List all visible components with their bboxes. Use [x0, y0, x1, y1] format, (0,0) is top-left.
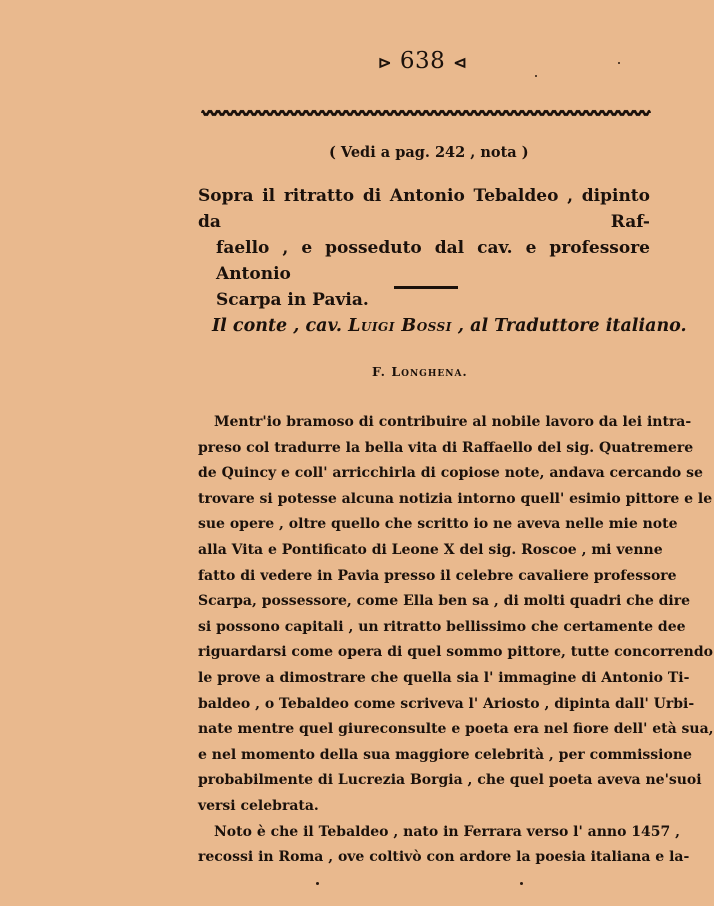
text-line: probabilmente di Lucrezia Borgia , che quel poeta aveva ne'suoi	[198, 772, 702, 789]
short-divider	[394, 286, 458, 289]
wavy-divider	[202, 108, 650, 118]
letter-heading	[212, 316, 687, 336]
page-number-header	[370, 48, 475, 74]
text-line: versi celebrata.	[198, 797, 319, 814]
text-line: le prove a dimostrare che quella sia l' immagine di Antonio Ti-	[198, 669, 690, 686]
text-line: nate mentre quel giureconsulte e poeta era nel fiore dell' età sua,	[198, 721, 714, 738]
text-line: Noto è che il Tebaldeo , nato in Ferrara verso l' anno 1457 ,	[214, 823, 681, 840]
right-ornament: ⊲	[453, 53, 468, 72]
ink-speck	[520, 882, 523, 885]
text-line: Scarpa, possessore, come Ella ben sa , di molti quadri che dire	[198, 593, 691, 610]
text-line: Mentr'io bramoso di contribuire al nobile lavoro da lei intra-	[214, 414, 692, 430]
page-number: 638	[399, 48, 446, 74]
author-name: Luigi Bossi	[348, 316, 452, 336]
reference-note: ( Vedi a pag. 242 , nota )	[329, 144, 529, 161]
text-line: preso col tradurre la bella vita di Raffaello del sig. Quatremere	[198, 439, 694, 456]
heading-prefix: Il conte , cav.	[212, 316, 349, 336]
subject-line: Sopra il ritratto di Antonio Tebaldeo , dipinto da Raf-	[198, 186, 650, 232]
text-line: riguardarsi come opera di quel sommo pittore, tutte concorrendo	[198, 644, 713, 661]
ink-speck	[535, 75, 537, 77]
subject-line: Scarpa in Pavia.	[216, 290, 369, 310]
text-line: baldeo , o Tebaldeo come scriveva l' Ariosto , dipinta dall' Urbi-	[198, 695, 695, 712]
text-line: si possono capitali , un ritratto bellissimo che certamente dee	[198, 618, 686, 635]
text-line: sue opere , oltre quello che scritto io ne aveva nelle mie note	[198, 516, 678, 533]
text-line: trovare si potesse alcuna notizia intorno quell' esimio pittore e le	[198, 490, 713, 507]
heading-suffix: , al Traduttore italiano.	[451, 316, 687, 336]
letter-body	[198, 410, 714, 871]
text-line: recossi in Roma , ove coltivò con ardore la poesia italiana e la-	[198, 849, 690, 866]
translator-signature: F. Longhena.	[372, 364, 468, 379]
subject-line: faello , e posseduto dal cav. e professore Antonio	[216, 238, 650, 284]
text-line: alla Vita e Pontificato di Leone X del sig. Roscoe , mi venne	[198, 541, 663, 558]
ink-speck	[316, 882, 319, 885]
section-subject	[198, 183, 650, 313]
ink-speck	[618, 62, 620, 64]
left-ornament: ⊳	[378, 53, 392, 72]
text-line: e nel momento della sua maggiore celebrità , per commissione	[198, 746, 692, 763]
text-line: de Quincy e coll' arricchirla di copiose note, andava cercando se	[198, 465, 703, 482]
text-line: fatto di vedere in Pavia presso il celebre cavaliere professore	[198, 567, 677, 584]
